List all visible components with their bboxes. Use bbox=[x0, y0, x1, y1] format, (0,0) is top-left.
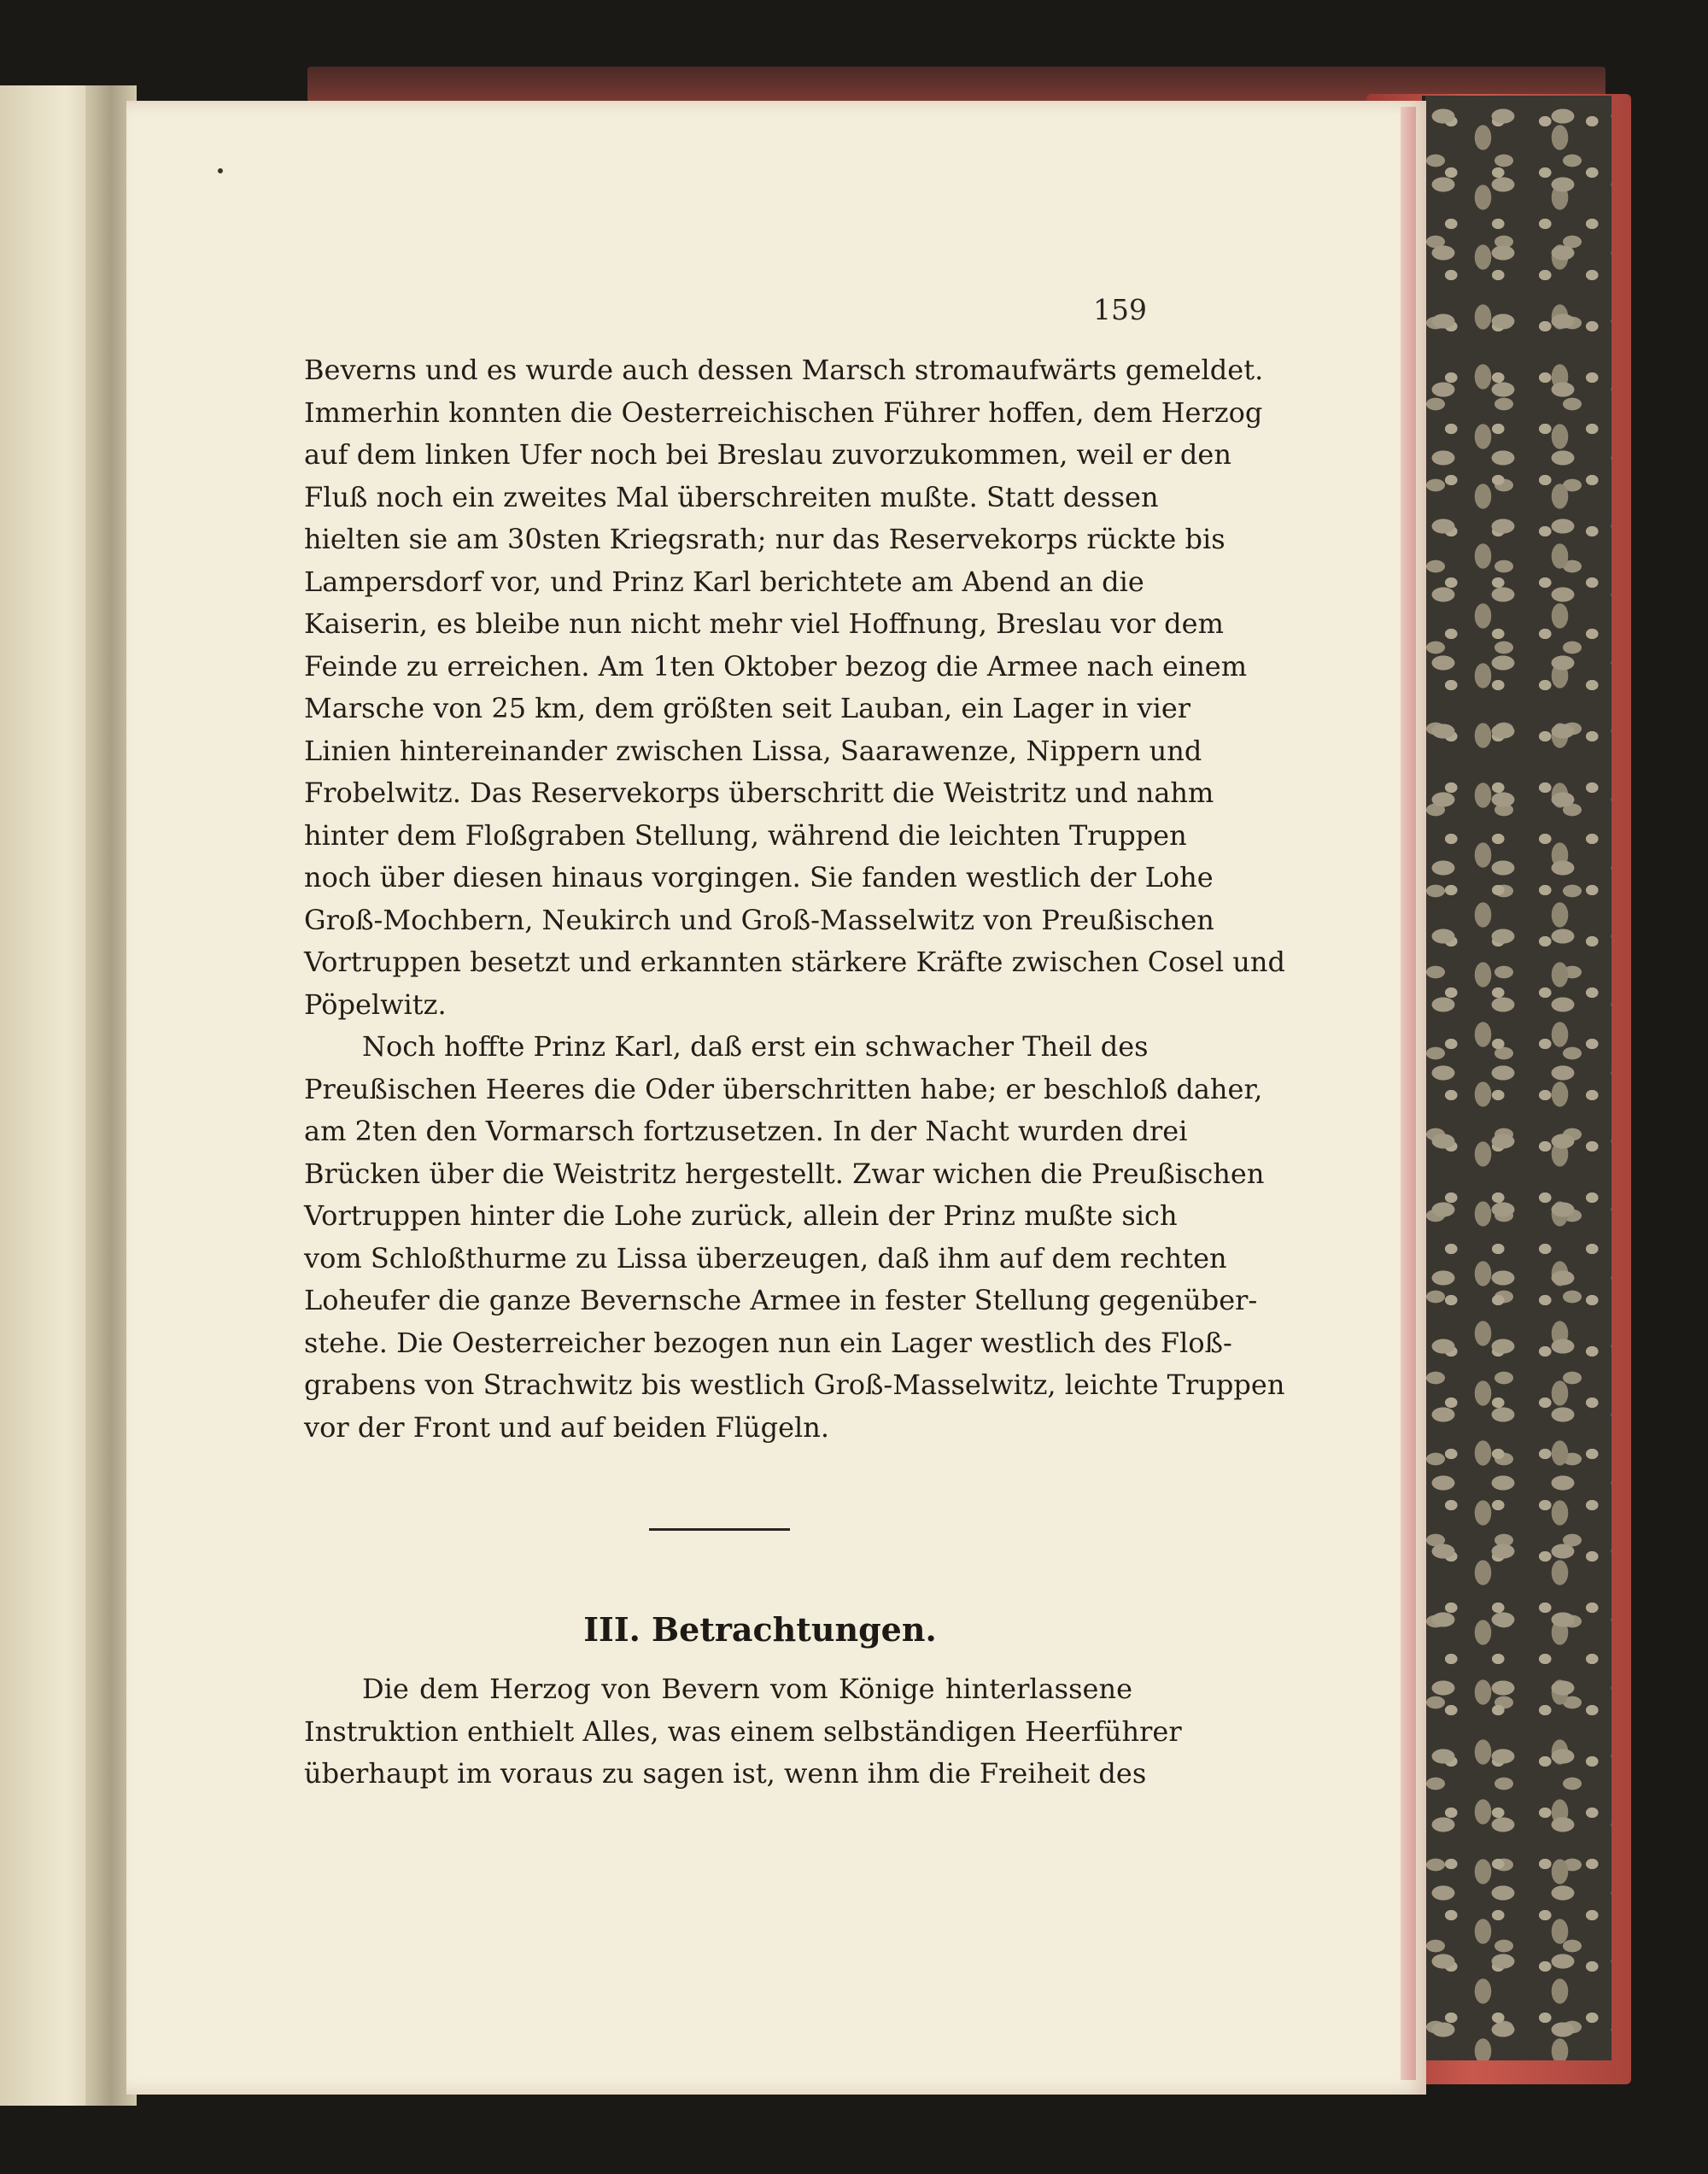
text-line: Loheufer die ganze Bevernsche Armee in fester Stellung gegenüber- bbox=[304, 1284, 1258, 1316]
text-line: überhaupt im voraus zu sagen ist, wenn ihm die Freiheit des bbox=[304, 1757, 1147, 1790]
text-line: stehe. Die Oesterreicher bezogen nun ein Lager westlich des Floß- bbox=[304, 1326, 1232, 1359]
text-line: Groß-Mochbern, Neukirch und Groß-Masselwitz von Preußischen bbox=[304, 903, 1214, 936]
section-heading: III. Betrachtungen. bbox=[583, 1610, 937, 1649]
text-line: Beverns und es wurde auch dessen Marsch stromaufwärts gemeldet. bbox=[304, 354, 1264, 386]
text-line: hielten sie am 30sten Kriegsrath; nur das Reservekorps rückte bis bbox=[304, 523, 1225, 555]
text-line: Instruktion enthielt Alles, was einem selbständigen Heerführer bbox=[304, 1714, 1182, 1748]
book-cover-leaf-pattern bbox=[1422, 96, 1611, 2060]
text-line: Frobelwitz. Das Reservekorps überschritt die Weistritz und nahm bbox=[304, 776, 1214, 809]
paragraph-2 bbox=[304, 1026, 1285, 1449]
text-line: Preußischen Heeres die Oder überschritten habe; er beschloß daher, bbox=[304, 1072, 1263, 1105]
text-line: vor der Front und auf beiden Flügeln. bbox=[304, 1410, 830, 1444]
section-divider bbox=[649, 1528, 790, 1531]
text-line: Kaiserin, es bleibe nun nicht mehr viel Hoffnung, Breslau vor dem bbox=[304, 607, 1224, 640]
text-line: Vortruppen hinter die Lohe zurück, allein der Prinz mußte sich bbox=[304, 1199, 1178, 1232]
text-line: Marsche von 25 km, dem größten seit Lauban, ein Lager in vier bbox=[304, 692, 1191, 724]
page-number: 159 bbox=[1093, 293, 1147, 326]
page-speck bbox=[218, 168, 223, 173]
text-line: Vortruppen besetzt und erkannten stärkere Kräfte zwischen Cosel und bbox=[304, 946, 1285, 978]
text-line: Die dem Herzog von Bevern vom Könige hinterlassene bbox=[362, 1673, 1132, 1705]
paragraph-3 bbox=[304, 1668, 1182, 1796]
page-right-edge bbox=[1401, 107, 1416, 2080]
text-line: Fluß noch ein zweites Mal überschreiten mußte. Statt dessen bbox=[304, 480, 1159, 513]
body-text-top bbox=[304, 349, 1285, 1449]
text-line: am 2ten den Vormarsch fortzusetzen. In der Nacht wurden drei bbox=[304, 1115, 1188, 1147]
text-line: Lampersdorf vor, und Prinz Karl berichtete am Abend an die bbox=[304, 565, 1144, 598]
text-line: Pöpelwitz. bbox=[304, 987, 447, 1021]
text-line: Brücken über die Weistritz hergestellt. Zwar wichen die Preußischen bbox=[304, 1157, 1265, 1190]
text-line: Noch hoffte Prinz Karl, daß erst ein schwacher Theil des bbox=[362, 1030, 1149, 1063]
text-line: hinter dem Floßgraben Stellung, während die leichten Truppen bbox=[304, 818, 1187, 852]
text-line: noch über diesen hinaus vorgingen. Sie fanden westlich der Lohe bbox=[304, 861, 1214, 894]
text-line: auf dem linken Ufer noch bei Breslau zuvorzukommen, weil er den bbox=[304, 438, 1231, 471]
text-line: Immerhin konnten die Oesterreichischen Führer hoffen, dem Herzog bbox=[304, 396, 1263, 429]
text-line: Linien hintereinander zwischen Lissa, Saarawenze, Nippern und bbox=[304, 734, 1202, 767]
text-line: vom Schloßthurme zu Lissa überzeugen, daß ihm auf dem rechten bbox=[304, 1241, 1227, 1275]
text-line: Feinde zu erreichen. Am 1ten Oktober bezog die Armee nach einem bbox=[304, 649, 1248, 683]
paragraph-1 bbox=[304, 349, 1285, 1026]
text-line: grabens von Strachwitz bis westlich Groß-Masselwitz, leichte Truppen bbox=[304, 1368, 1285, 1401]
